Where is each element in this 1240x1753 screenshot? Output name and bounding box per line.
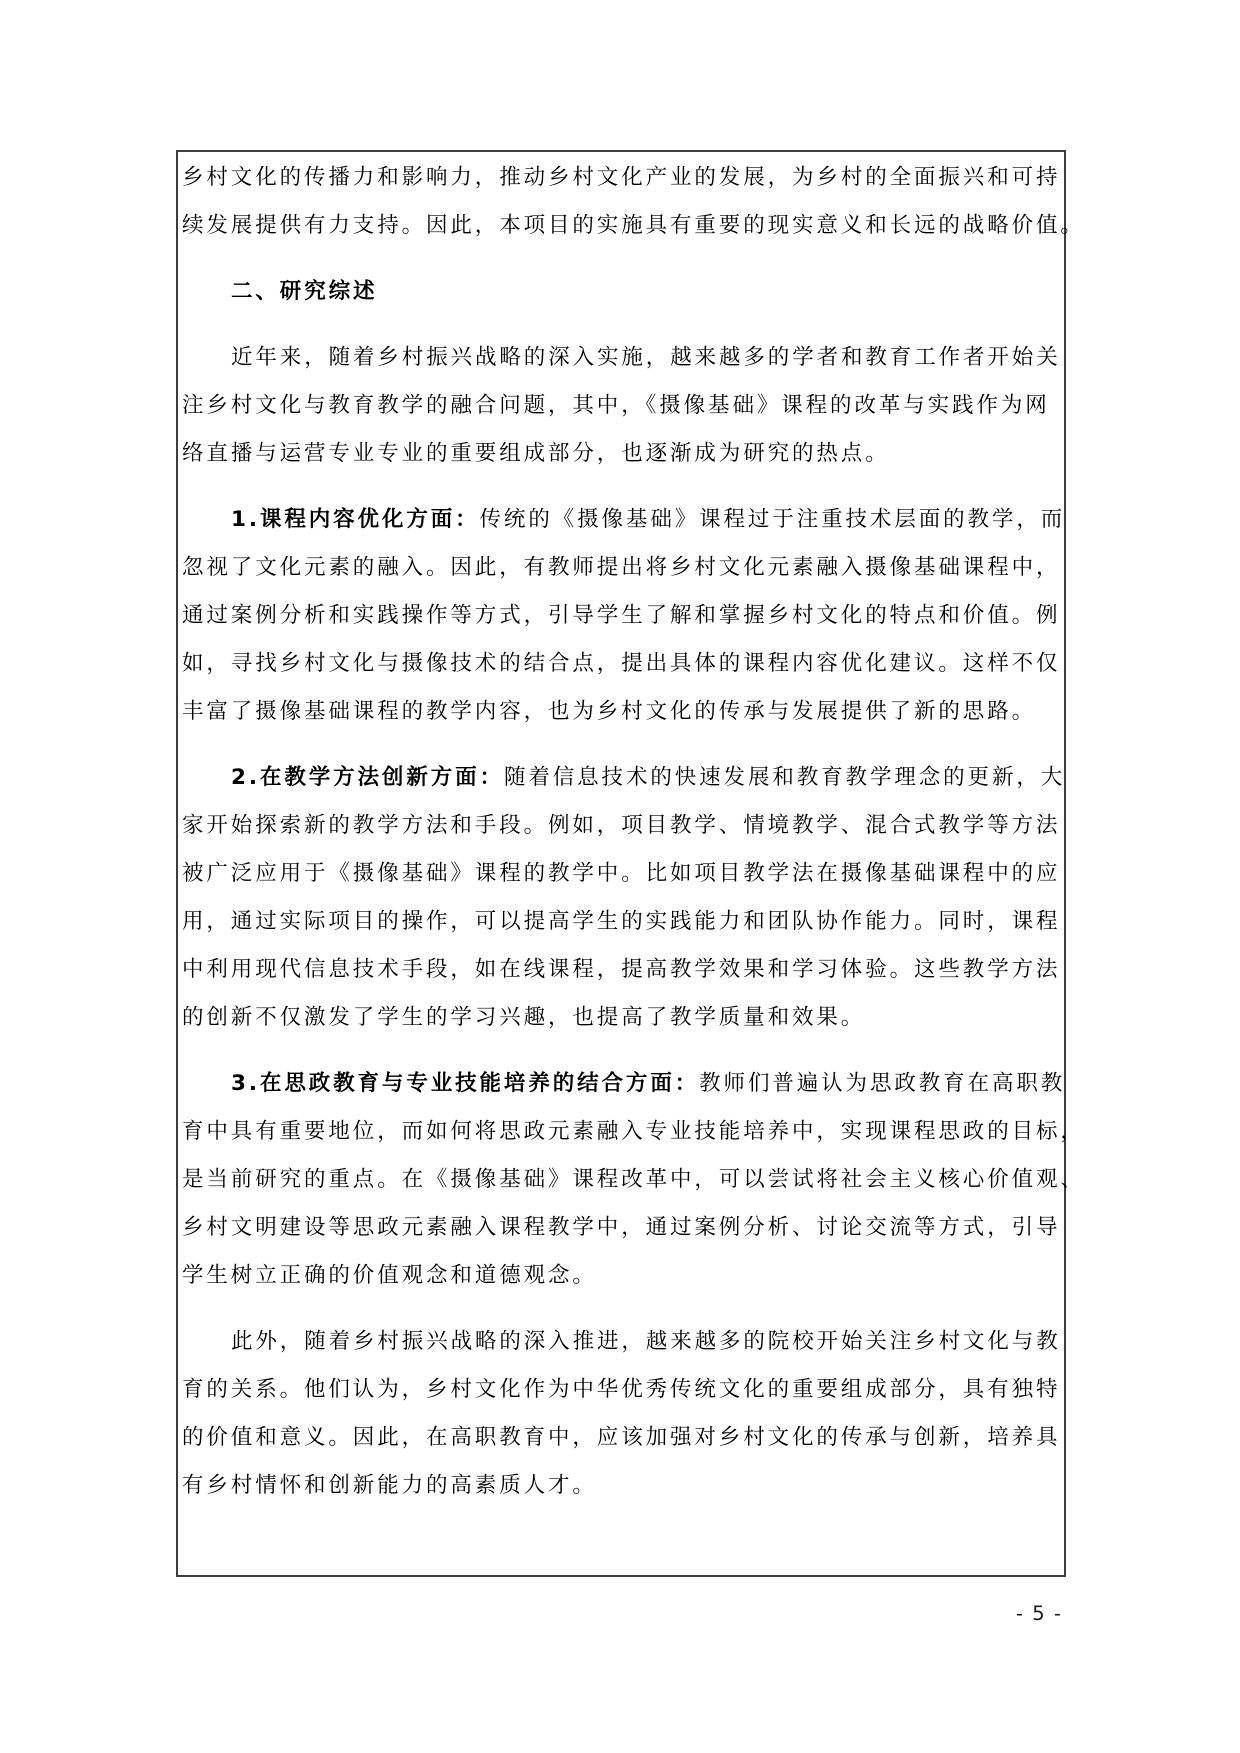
text-line: 育的关系。他们认为，乡村文化作为中华优秀传统文化的重要组成部分，具有独特 (182, 1377, 1061, 1402)
text-line: 是当前研究的重点。在《摄像基础》课程改革中，可以尝试将社会主义核心价值观、 (182, 1167, 1085, 1192)
paragraph (182, 334, 1060, 478)
text-line: 被广泛应用于《摄像基础》课程的教学中。比如项目教学法在摄像基础课程中的应 (182, 861, 1061, 886)
text-line: 忽视了文化元素的融入。因此，有教师提出将乡村文化元素融入摄像基础课程中， (182, 555, 1061, 580)
text-line: 的创新不仅激发了学生的学习兴趣，也提高了教学质量和效果。 (182, 1005, 866, 1030)
text-line: 二、研究综述 (231, 279, 378, 304)
paragraph-bold-lead: 1.课程内容优化方面： (231, 507, 480, 532)
text-line (182, 1060, 1066, 1108)
paragraph (182, 754, 1066, 1042)
document-body (182, 154, 1085, 1510)
text-line: 中利用现代信息技术手段，如在线课程，提高教学效果和学习体验。这些教学方法 (182, 957, 1061, 982)
paragraph-text: 传统的《摄像基础》课程过于注重技术层面的教学，而 (479, 507, 1066, 532)
paragraph-text: 教师们普遍认为思政教育在高职教 (699, 1071, 1066, 1096)
paragraph-bold-lead: 2.在教学方法创新方面： (231, 765, 504, 790)
text-line: 注乡村文化与教育教学的融合问题，其中，《摄像基础》课程的改革与实践作为网 (182, 393, 1050, 418)
text-line (182, 754, 1066, 802)
text-line: 此外，随着乡村振兴战略的深入推进，越来越多的院校开始关注乡村文化与教 (231, 1329, 1061, 1354)
text-line: 有乡村情怀和创新能力的高素质人才。 (182, 1473, 597, 1498)
text-line: 丰富了摄像基础课程的教学内容，也为乡村文化的传承与发展提供了新的思路。 (182, 699, 1037, 724)
text-line: 用，通过实际项目的操作，可以提高学生的实践能力和团队协作能力。同时，课程 (182, 909, 1061, 934)
paragraph (182, 154, 1085, 250)
text-line: 乡村文明建设等思政元素融入课程教学中，通过案例分析、讨论交流等方式，引导 (182, 1215, 1061, 1240)
paragraph-bold-lead: 3.在思政教育与专业技能培养的结合方面： (231, 1071, 700, 1096)
text-line (182, 496, 1066, 544)
text-line: 近年来，随着乡村振兴战略的深入实施，越来越多的学者和教育工作者开始关 (231, 345, 1061, 370)
text-line: 学生树立正确的价值观念和道德观念。 (182, 1263, 597, 1288)
text-line: 家开始探索新的教学方法和手段。例如，项目教学、情境教学、混合式教学等方法 (182, 813, 1061, 838)
text-line: 如，寻找乡村文化与摄像技术的结合点，提出具体的课程内容优化建议。这样不仅 (182, 651, 1061, 676)
paragraph (182, 1318, 1060, 1510)
text-line: 的价值和意义。因此，在高职教育中，应该加强对乡村文化的传承与创新，培养具 (182, 1425, 1061, 1450)
text-line: 续发展提供有力支持。因此，本项目的实施具有重要的现实意义和长远的战略价值。 (182, 213, 1085, 238)
text-line: 通过案例分析和实践操作等方式，引导学生了解和掌握乡村文化的特点和价值。例 (182, 603, 1061, 628)
section-heading (182, 268, 1060, 316)
paragraph-text: 随着信息技术的快速发展和教育教学理念的更新，大 (503, 765, 1066, 790)
text-line: 络直播与运营专业专业的重要组成部分，也逐渐成为研究的热点。 (182, 441, 890, 466)
page-number: - 5 - (1016, 1602, 1063, 1625)
text-line: 乡村文化的传播力和影响力，推动乡村文化产业的发展，为乡村的全面振兴和可持 (182, 165, 1061, 190)
paragraph (182, 496, 1066, 736)
paragraph (182, 1060, 1085, 1300)
text-line: 育中具有重要地位，而如何将思政元素融入专业技能培养中，实现课程思政的目标， (182, 1119, 1085, 1144)
table-cell-border (176, 150, 1085, 1577)
